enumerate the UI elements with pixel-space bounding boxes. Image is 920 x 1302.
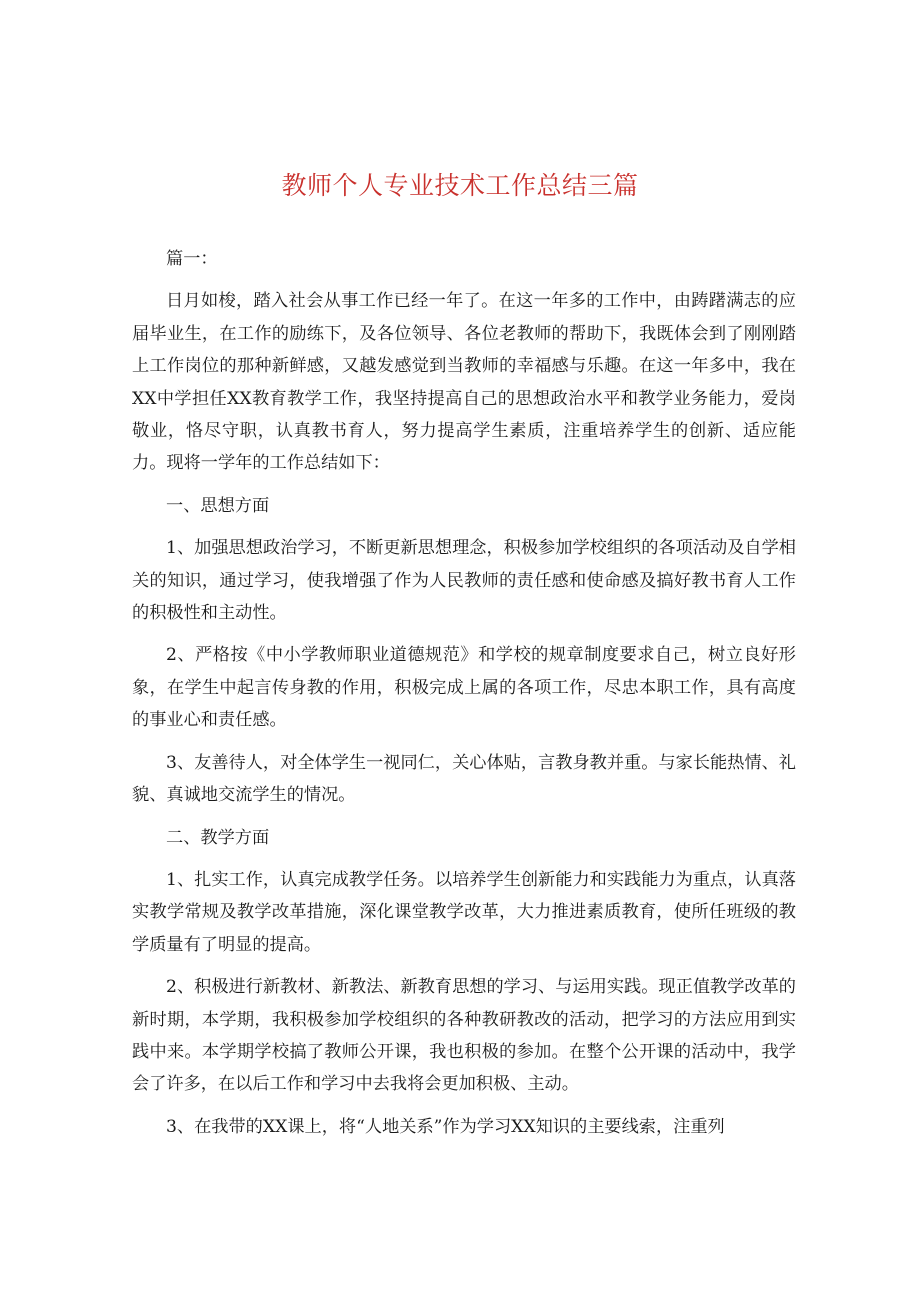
document-title: 教师个人专业技术工作总结三篇 (281, 171, 639, 200)
ideology-item-2: 2、严格按《中小学教师职业道德规范》和学校的规章制度要求自己，树立良好形象，在学生中起言传身教的作用，积极完成上属的各项工作，尽忠本职工作，具有高度的事业心和责任感。 (132, 645, 796, 731)
intro-paragraph: 日月如梭，踏入社会从事工作已经一年了。在这一年多的工作中，由踌躇满志的应届毕业生，在工作的励练下，及各位领导、各位老教师的帮助下，我既体会到了刚刚踏上工作岗位的那种新鲜感，又越发感觉到当教师的幸福感与乐趣。在这一年多中，我在XX中学担任XX教育教学工作，我坚持提高自己的思想政治水平和教学业务能力，爱岗敬业，恪尽守职，认真教书育人，努力提高学生素质，注重培养学生的创新、适应能力。现将一学年的工作总结如下： (132, 291, 796, 474)
ideology-item-1: 1、加强思想政治学习，不断更新思想理念，积极参加学校组织的各项活动及自学相关的知识，通过学习，使我增强了作为人民教师的责任感和使命感及搞好教书育人工作的积极性和主动性。 (132, 538, 796, 624)
teaching-item-2: 2、积极进行新教材、新教法、新教育思想的学习、与运用实践。现正值教学改革的新时期，本学期，我积极参加学校组织的各种教研教改的活动，把学习的方法应用到实践中来。本学期学校搞了教师公开课，我也积极的参加。在整个公开课的活动中，我学会了许多，在以后工作和学习中去我将会更加积极、主动。 (132, 977, 796, 1095)
ideology-item-3: 3、友善待人，对全体学生一视同仁，关心体贴，言教身教并重。与家长能热情、礼貌、真诚地交流学生的情况。 (132, 752, 796, 806)
teaching-item-3: 3、在我带的XX课上，将“人地关系”作为学习XX知识的主要线索，注重列 (166, 1116, 725, 1137)
document-body (132, 243, 796, 1153)
heading-teaching: 二、教学方面 (166, 827, 270, 848)
section-label-part-one: 篇一： (166, 249, 218, 269)
teaching-item-1: 1、扎实工作，认真完成教学任务。以培养学生创新能力和实践能力为重点，认真落实教学常规及教学改革措施，深化课堂教学改革，大力推进素质教育，使所任班级的教学质量有了明显的提高。 (132, 869, 796, 955)
heading-ideology: 一、思想方面 (166, 495, 270, 516)
